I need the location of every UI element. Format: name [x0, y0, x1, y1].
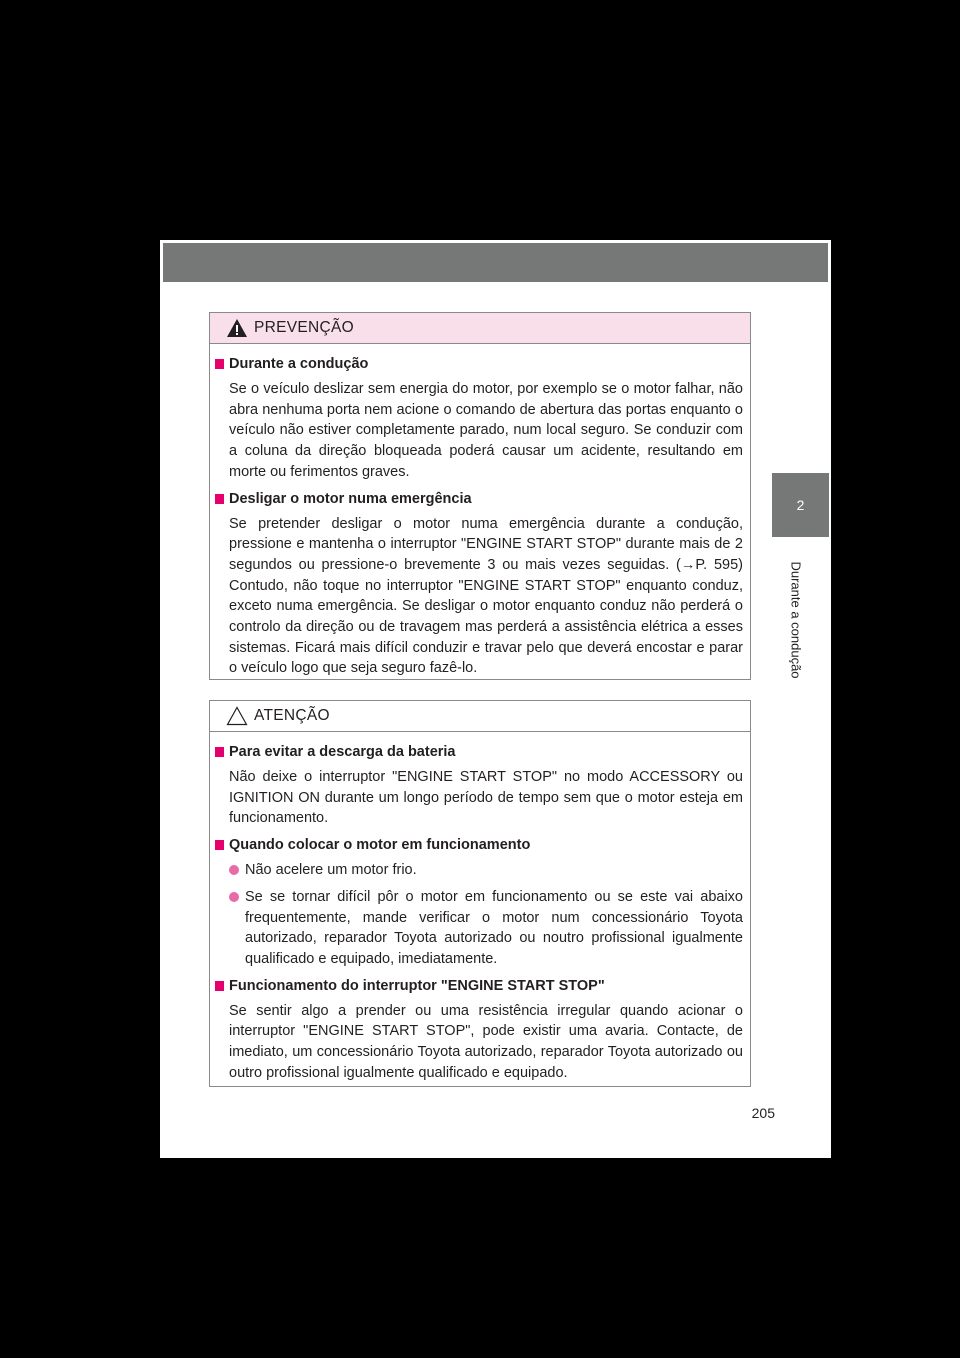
warning-header	[210, 313, 750, 344]
section-heading	[215, 742, 743, 762]
section-heading	[215, 976, 743, 996]
list-item-text: Se se tornar difícil pôr o motor em funcionamento ou se este vai abaixo frequentemente, mande verificar o motor num concessionário Toyota autorizado, reparador Toyota autorizado ou noutro profissional igualmente qualificado e equipado, imediatamente.	[245, 888, 743, 967]
warning-box	[209, 312, 751, 680]
bullet-icon	[229, 892, 239, 902]
section-marker-icon	[215, 494, 224, 504]
caution-triangle-icon	[226, 706, 248, 726]
list-item	[215, 887, 743, 970]
warning-title: PREVENÇÃO	[254, 319, 355, 336]
chapter-tab[interactable]: 2	[772, 473, 829, 537]
list-item	[215, 860, 743, 881]
chapter-title-text: Durante a condução	[788, 561, 804, 679]
attention-header	[210, 701, 750, 732]
section-heading-text: Desligar o motor numa emergência	[229, 490, 472, 507]
manual-page	[160, 240, 831, 1158]
section-paragraph: Se sentir algo a prender ou uma resistência irregular quando acionar o interruptor "ENGINE START STOP", pode existir uma avaria. Contacte, de imediato, um concessionário Toyota autorizado, reparador Toyota autorizado ou outro profissional igualmente qualificado e equipado.	[229, 1002, 743, 1081]
section-heading-text: Para evitar a descarga da bateria	[229, 744, 456, 760]
list-item-text: Não acelere um motor frio.	[245, 862, 417, 879]
section-heading-text: Durante a condução	[229, 356, 369, 372]
section-marker-icon	[215, 981, 224, 991]
section-paragraph: Não deixe o interruptor "ENGINE START STOP" no modo ACCESSORY ou IGNITION ON durante um longo período de tempo sem que o motor esteja em funcionamento.	[229, 769, 743, 827]
chapter-title	[786, 550, 806, 690]
header-bar	[163, 243, 828, 282]
section-heading-text: Quando colocar o motor em funcionamento	[229, 837, 531, 854]
section-heading	[215, 835, 743, 855]
page-number: 205	[751, 1105, 775, 1121]
section-paragraph: Se pretender desligar o motor numa emergência durante a condução, pressione e mantenha o interruptor "ENGINE START STOP" durante mais de 2 segundos ou pressione-o brevemente 3 ou mais vezes seguidas. (→P. 595) Contudo, não toque no interruptor "ENGINE START STOP" enquanto conduz, exceto numa emergência. Se desligar o motor enquanto conduz não perderá o controlo da direção ou de travagem mas perderá a assistência elétrica a esses sistemas. Ficará mais difícil conduzir e travar pelo que deverá encostar e parar o veículo logo que seja seguro fazê-lo.	[229, 515, 743, 677]
bullet-icon	[229, 865, 239, 875]
warning-triangle-icon	[226, 318, 248, 338]
section-paragraph: Se o veículo deslizar sem energia do motor, por exemplo se o motor falhar, não abra nenhuma porta nem acione o comando de abertura das portas enquanto o veículo não estiver completamente parado, num local seguro. Se conduzir com a coluna da direção bloqueada poderá causar um acidente, resultando em morte ou ferimentos graves.	[229, 381, 743, 480]
section-heading-text: Funcionamento do interruptor "ENGINE START STOP"	[229, 977, 605, 994]
section-marker-icon	[215, 359, 224, 369]
section-marker-icon	[215, 747, 224, 757]
section-marker-icon	[215, 840, 224, 850]
section-heading	[215, 489, 743, 509]
section-heading	[215, 354, 743, 374]
attention-title: ATENÇÃO	[254, 707, 330, 724]
attention-box	[209, 700, 751, 1087]
